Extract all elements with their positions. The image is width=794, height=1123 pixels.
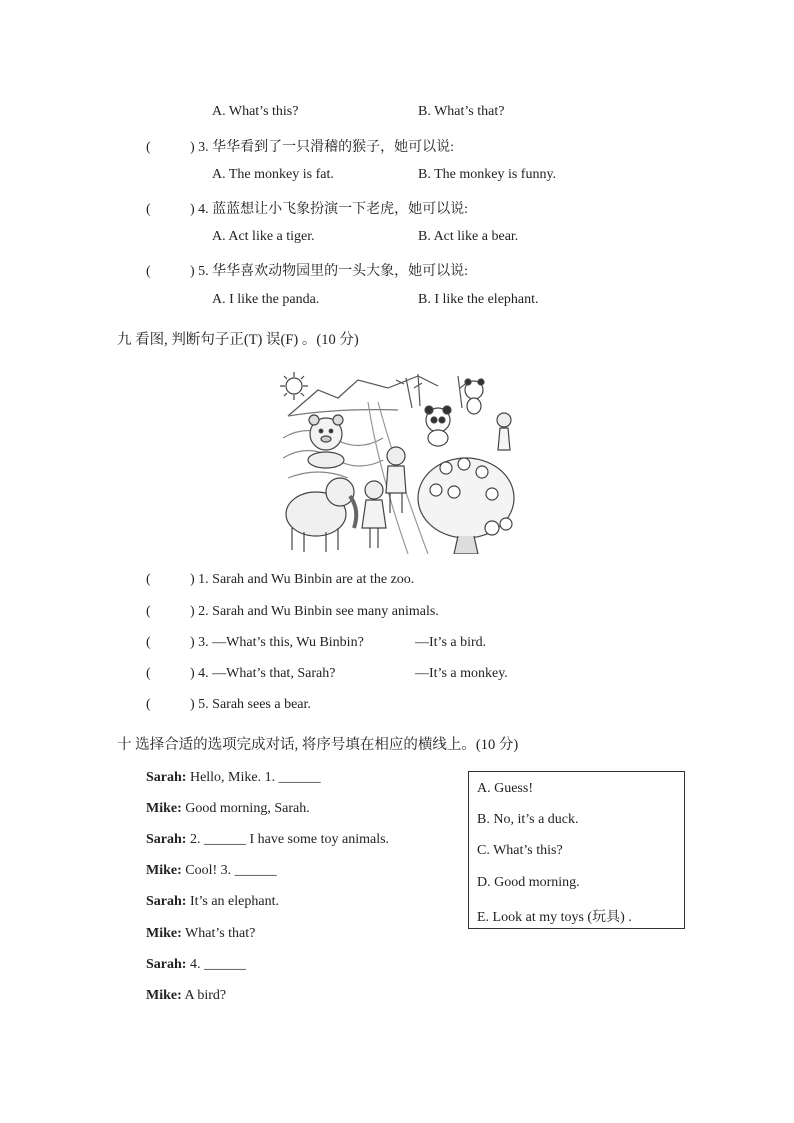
q4-option-a: A. Act like a tiger.: [212, 229, 315, 244]
q3-row: [146, 136, 454, 156]
answer-paren[interactable]: (: [146, 697, 151, 712]
dialog-line: [146, 894, 279, 910]
judge-item-1: [146, 572, 414, 588]
dialog-text: A bird?: [184, 988, 227, 1003]
dialog-line: [146, 832, 389, 848]
dialog-text: Hello, Mike. 1. ______: [189, 770, 321, 785]
dialog-text: 4. ______: [189, 957, 246, 972]
q5-option-a: A. I like the panda.: [212, 292, 320, 307]
judge-reply-4: —It’s a monkey.: [415, 666, 508, 681]
judge-text: —What’s this, Wu Binbin?: [212, 635, 364, 650]
bear-figure: [308, 415, 344, 468]
option-e: E. Look at my toys (玩具) .: [477, 910, 632, 925]
section-9-title: 九 看图, 判断句子正(T) 误(F) 。(10 分): [117, 332, 359, 348]
q3-option-a: A. The monkey is fat.: [212, 167, 334, 182]
options-box: [468, 771, 685, 929]
judge-text: —What’s that, Sarah?: [212, 666, 336, 681]
sun-icon: [280, 372, 308, 400]
judge-text: Sarah and Wu Binbin are at the zoo.: [212, 572, 415, 587]
boy-figure: [386, 447, 406, 513]
option-d: D. Good morning.: [477, 875, 580, 890]
q5-prompt: 华华喜欢动物园里的一头大象，她可以说:: [212, 264, 469, 279]
zoo-illustration: [278, 368, 518, 554]
dialog-text: Cool! 3. ______: [185, 863, 277, 878]
dialog-line: [146, 863, 277, 879]
judge-item-4: [146, 666, 335, 682]
q4-row: [146, 198, 468, 218]
judge-number: ) 4.: [190, 666, 209, 681]
judge-number: ) 1.: [190, 572, 209, 587]
dialog-line: [146, 770, 321, 786]
speaker: Mike:: [146, 801, 182, 816]
judge-text: Sarah and Wu Binbin see many animals.: [212, 604, 439, 619]
speaker: Sarah:: [146, 957, 187, 972]
q3-option-b: B. The monkey is funny.: [418, 167, 557, 182]
option-b: B. No, it’s a duck.: [477, 812, 579, 827]
answer-paren[interactable]: (: [146, 140, 151, 155]
judge-number: ) 3.: [190, 635, 209, 650]
speaker: Sarah:: [146, 894, 187, 909]
q5-option-b: B. I like the elephant.: [418, 292, 539, 307]
q3-prompt: 华华看到了一只滑稽的猴子，她可以说:: [212, 140, 455, 155]
q4-prompt: 蓝蓝想让小飞象扮演一下老虎，她可以说:: [212, 202, 469, 217]
dialog-line: [146, 801, 310, 817]
girl-figure: [497, 413, 511, 450]
judge-item-3: [146, 635, 364, 651]
speaker: Mike:: [146, 863, 182, 878]
q2-option-b: B. What’s that?: [418, 104, 505, 119]
answer-paren[interactable]: (: [146, 666, 151, 681]
answer-paren[interactable]: (: [146, 604, 151, 619]
q3-number: ) 3.: [190, 140, 209, 155]
answer-paren[interactable]: (: [146, 572, 151, 587]
judge-reply-3: —It’s a bird.: [415, 635, 487, 650]
answer-paren[interactable]: (: [146, 202, 151, 217]
judge-number: ) 2.: [190, 604, 209, 619]
dialog-line: [146, 957, 246, 973]
dialog-text: Good morning, Sarah.: [185, 801, 310, 816]
speaker: Mike:: [146, 988, 182, 1003]
q2-option-a: A. What’s this?: [212, 104, 299, 119]
judge-item-5: [146, 697, 311, 713]
q5-number: ) 5.: [190, 264, 209, 279]
tree-with-monkeys: [418, 458, 514, 554]
dialog-line: [146, 926, 255, 942]
elephant-figure: [286, 478, 356, 552]
speaker: Sarah:: [146, 832, 187, 847]
judge-text: Sarah sees a bear.: [212, 697, 311, 712]
girl-figure: [362, 481, 386, 548]
dialog-text: What’s that?: [185, 926, 256, 941]
answer-paren[interactable]: (: [146, 264, 151, 279]
answer-paren[interactable]: (: [146, 635, 151, 650]
section-10-title: 十 选择合适的选项完成对话, 将序号填在相应的横线上。(10 分): [117, 737, 519, 753]
q5-row: [146, 260, 468, 280]
panda-figure: [425, 406, 451, 446]
speaker: Mike:: [146, 926, 182, 941]
judge-item-2: [146, 604, 439, 620]
q4-option-b: B. Act like a bear.: [418, 229, 519, 244]
dialog-text: 2. ______ I have some toy animals.: [189, 832, 390, 847]
option-c: C. What’s this?: [477, 843, 563, 858]
speaker: Sarah:: [146, 770, 187, 785]
dialog-text: It’s an elephant.: [189, 894, 279, 909]
q4-number: ) 4.: [190, 202, 209, 217]
dialog-line: [146, 988, 226, 1004]
judge-number: ) 5.: [190, 697, 209, 712]
panda-figure: [465, 379, 484, 414]
option-a: A. Guess!: [477, 781, 533, 796]
